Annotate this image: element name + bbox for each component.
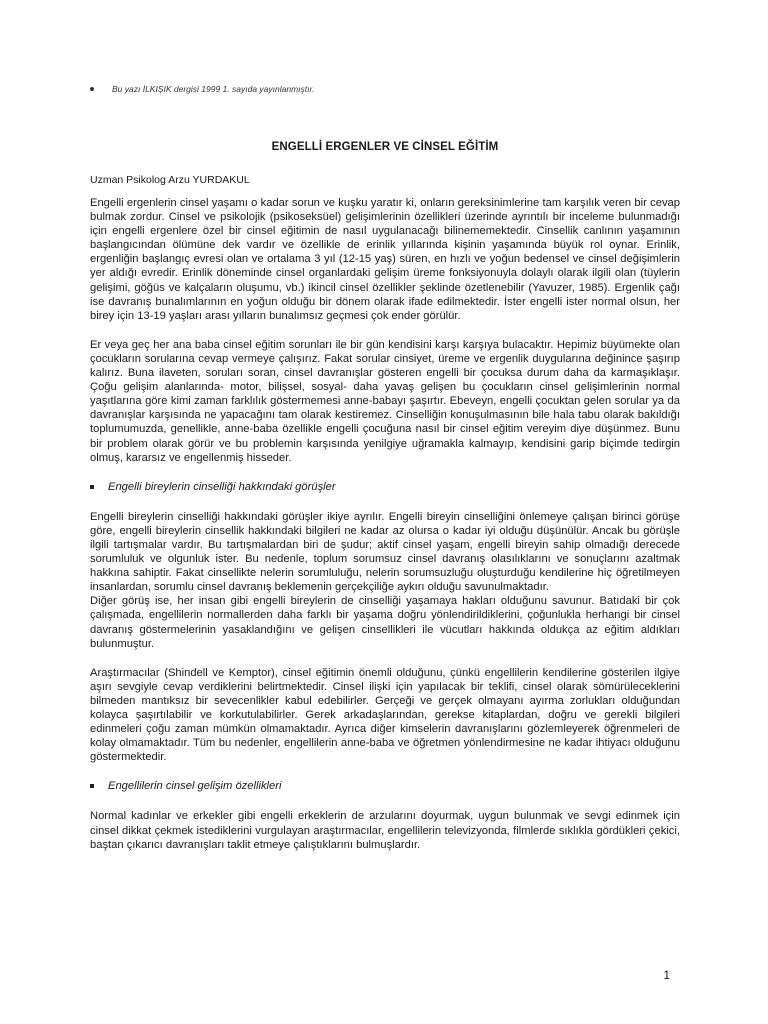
section-heading-views	[90, 480, 680, 494]
paragraph-second-view: Diğer görüş ise, her insan gibi engelli bireylerin de cinselliği yaşamaya hakları olduğunu savunur. Batıdaki bir çok çalışmada, engellilerin normallerden daha farklı bir yaşama doğru yönlendirildiklerini, çoğunlukla herhangi bir cinsel davranış göstermelerinin yasaklandığını ve gelişen cinsellikleri ile vücutları hakkında oldukça az eğitim aldıkları bulunmuştur.	[90, 595, 680, 650]
section-heading-development	[90, 779, 680, 793]
square-bullet-icon	[90, 784, 94, 788]
footnote	[90, 84, 314, 94]
author-line: Uzman Psikolog Arzu YURDAKUL	[90, 174, 250, 186]
document-title: ENGELLİ ERGENLER VE CİNSEL EĞİTİM	[271, 141, 499, 153]
paragraph-intro: Engelli ergenlerin cinsel yaşamı o kadar sorun ve kuşku yaratır ki, onların gereksinimlerine tam karşılık veren bir cevap bulmak zordur. Cinsel ve psikolojik (psikoseksüel) gelişimlerinin özellikleri üzerinde ayrıntılı bir inceleme bulunmadığı için engelli ergenlere özel bir cinsel eğitimin de nasıl uygulanacağı bilinememektedir. Cinsellik canlının yaşamının başlangıcından ölümüne dek vardır ve özellikle de erinlik yıllarında kişinin yaşamında büyük rol oynar. Erinlik, ergenliğin başlangıç evresi olan ve ortalama 3 yıl (12-15 yaş) süren, en hızlı ve yoğun bedensel ve cinsel değişimlerin yer aldığı evredir. Erinlik döneminde cinsel organlardaki gelişim üreme fonksiyonuyla dolaylı olarak ilgili olan (tüylerin gelişimi, göğüs ve kalçaların oluşumu, vb.) ikincil cinsel özellikler şeklinde özetlenebilir (Yavuzer, 1985). Ergenlik çağı ise davranış bunalımlarının en yoğun olduğu bir dönem olarak ifade edilmektedir. İster engelli ister normal olsun, her birey için 13-19 yaşları arası yılların bunalımsız geçmesi çok ender görülür.	[90, 197, 680, 322]
paragraph-development: Normal kadınlar ve erkekler gibi engelli erkeklerin de arzularını doyurmak, uygun bulunmak ve sevgi edinmek için cinsel dikkat çekmek istediklerini vurgulayan araştırmacılar, engellilerin televizyonda, filmlerde sıklıkla gördükleri çekici, baştan çıkarıcı davranışları taklit etmeye çalıştıklarını bulmuşlardır.	[90, 810, 680, 851]
document-body	[90, 196, 680, 867]
document-page	[90, 0, 680, 1024]
footnote-text: Bu yazı İLKIŞIK dergisi 1999 1. sayıda yayınlanmıştır.	[112, 84, 315, 94]
page-number: 1	[663, 968, 670, 982]
paragraph-first-view: Engelli bireylerin cinselliği hakkındaki görüşler ikiye ayrılır. Engelli bireyin cinselliğini önlemeye çalışan birinci görüşe göre, engelli bireylerin cinsellik hakkındaki bilgileri ne kadar az olursa o kadar iyi olduğu düşünülür. Ancak bu görüşle ilgili tartışmalar vardır. Bu tartışmalardan biri de şudur; aktif cinsel yaşam, engelli bireyin sahip olmadığı derecede sorumluluk ve olgunluk ister. Bu nedenle, toplum sorumsuz cinsel davranış olasılıklarını ve sonuçlarını azaltmak hakkına sahiptir. Fakat cinsellikte nelerin sorumluluğu, nelerin sorumsuzluğu oluşturduğu kendilerine hiç öğretilmeyen insanlardan, sorumlu cinsel davranış beklemenin gerçekçiliğe aykırı olduğu savunulmaktadır.	[90, 510, 680, 594]
bullet-icon	[90, 87, 94, 91]
section-heading-text: Engellilerin cinsel gelişim özellikleri	[108, 780, 282, 793]
paragraph-parents: Er veya geç her ana baba cinsel eğitim sorunları ile bir gün kendisini karşı karşıya bulacaktır. Hepimiz büyümekte olan çocukların sorularına cevap vermeye çalışırız. Fakat sorular cinsiyet, üreme ve ergenlik duygularına değinince şaşırıp kalırız. Buna ilaveten, soruları soran, cinsel davranışlar gösteren engelli bir çocuksa durum daha da karmaşıklaşır. Çoğu gelişim alanlarında- motor, bilişsel, sosyal- daha yavaş gelişen bu çocukların cinsel gelişimlerinin normal yaşıtlarına göre kimi zaman farklılık göstermemesi anne-babayı şaşırtır. Ebeveyn, engelli çocuktan gelen sorular ya da davranışlar karşısında ne yapacağını tam olarak kestiremez. Cinselliğin konuşulmasının bile hala tabu olarak bakıldığı toplumumuzda, genellikle, anne-baba özellikle engelli çocuğuna nasıl bir cinsel eğitim vereyim diye düşünmez. Bunu bir problem olarak görür ve bu problemin karşısında yenilgiye uğramakla kalmayıp, kendisini garip biçimde tedirgin olmuş, kararsız ve engellenmiş hisseder.	[90, 338, 680, 464]
square-bullet-icon	[90, 485, 94, 489]
paragraph-researchers: Araştırmacılar (Shindell ve Kemptor), cinsel eğitimin önemli olduğunu, çünkü engellilerin kendilerine gösterilen ilgiye aşırı sevgiyle cevap verdiklerini belirtmektedir. Cinsel ilişki için yapılacak bir teklifi, cinsel olarak sömürüleceklerini bilmeden mantıksız bir sevecenlikler kabul edebilirler. Gerçeği ve gerçek olmayanı ayırma zorlukları olduğundan kolayca şaşırtılabilir ve korkutulabilirler. Gerek arkadaşlarından, gerekse kitaplardan, doğru ve gerekli bilgileri edinmeleri çoğu zaman mümkün olmamaktadır. Ayrıca diğer kimselerin davranışlarını gözlemleyerek öğrenmeleri de kolay olmamaktadır. Tüm bu nedenler, engellilerin anne-baba ve öğretmen yönlendirmesine ne kadar ihtiyacı olduğunu göstermektedir.	[90, 666, 680, 764]
section-heading-text: Engelli bireylerin cinselliği hakkındaki görüşler	[108, 480, 336, 493]
